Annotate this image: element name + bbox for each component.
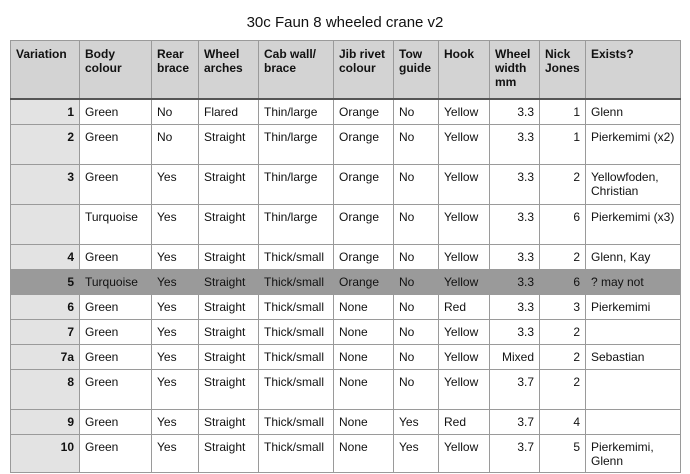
table-row [11,370,681,410]
table-row [11,270,681,295]
table-row [11,295,681,320]
cell-rear-brace: No [152,125,199,165]
cell-tow-guide: No [394,295,439,320]
cell-rear-brace: Yes [152,205,199,245]
table-row [11,245,681,270]
cell-tow-guide: Yes [394,410,439,435]
cell-exists: Yellowfoden, Christian [586,165,681,205]
cell-rear-brace: Yes [152,245,199,270]
cell-hook: Yellow [439,205,490,245]
cell-nick-jones: 1 [540,125,586,165]
cell-hook: Yellow [439,270,490,295]
cell-rear-brace: Yes [152,270,199,295]
cell-jib-rivet-colour: Orange [334,245,394,270]
cell-cab-wall-brace: Thin/large [259,125,334,165]
cell-nick-jones: 2 [540,345,586,370]
cell-jib-rivet-colour: None [334,370,394,410]
cell-nick-jones: 3 [540,295,586,320]
cell-variation: 6 [11,295,80,320]
cell-rear-brace: Yes [152,320,199,345]
cell-variation: 9 [11,410,80,435]
cell-exists: Pierkemimi (x2) [586,125,681,165]
cell-nick-jones: 2 [540,245,586,270]
cell-hook: Yellow [439,125,490,165]
cell-tow-guide: No [394,245,439,270]
header-cab-wall-brace: Cab wall/ brace [259,41,334,100]
cell-variation: 5 [11,270,80,295]
cell-wheel-width: 3.3 [490,270,540,295]
cell-body-colour: Green [80,99,152,125]
cell-cab-wall-brace: Thin/large [259,165,334,205]
cell-variation [11,205,80,245]
table-row [11,435,681,473]
cell-exists: Pierkemimi, Glenn [586,435,681,473]
cell-body-colour: Green [80,125,152,165]
cell-body-colour: Green [80,295,152,320]
cell-cab-wall-brace: Thick/small [259,320,334,345]
cell-jib-rivet-colour: Orange [334,99,394,125]
cell-body-colour: Green [80,165,152,205]
cell-nick-jones: 1 [540,99,586,125]
cell-exists: Sebastian [586,345,681,370]
header-variation: Variation [11,41,80,100]
cell-exists: Pierkemimi (x3) [586,205,681,245]
cell-body-colour: Green [80,370,152,410]
cell-wheel-width: 3.3 [490,245,540,270]
table-body [11,99,681,473]
cell-jib-rivet-colour: None [334,320,394,345]
cell-tow-guide: No [394,99,439,125]
cell-wheel-arches: Straight [199,435,259,473]
cell-variation: 8 [11,370,80,410]
cell-body-colour: Green [80,245,152,270]
header-row [11,41,681,100]
header-wheel-width: Wheel width mm [490,41,540,100]
cell-tow-guide: No [394,345,439,370]
header-body-colour: Body colour [80,41,152,100]
cell-exists [586,410,681,435]
cell-cab-wall-brace: Thick/small [259,270,334,295]
cell-nick-jones: 6 [540,270,586,295]
cell-exists [586,320,681,345]
cell-body-colour: Green [80,435,152,473]
cell-wheel-arches: Straight [199,245,259,270]
cell-wheel-arches: Straight [199,345,259,370]
cell-jib-rivet-colour: Orange [334,205,394,245]
cell-rear-brace: Yes [152,165,199,205]
cell-jib-rivet-colour: Orange [334,165,394,205]
cell-hook: Yellow [439,370,490,410]
cell-cab-wall-brace: Thick/small [259,245,334,270]
cell-wheel-arches: Straight [199,410,259,435]
cell-exists: Glenn [586,99,681,125]
cell-jib-rivet-colour: Orange [334,125,394,165]
cell-exists [586,370,681,410]
cell-hook: Yellow [439,165,490,205]
cell-wheel-arches: Straight [199,125,259,165]
variations-table [10,40,681,473]
cell-variation: 1 [11,99,80,125]
table-row [11,205,681,245]
cell-jib-rivet-colour: Orange [334,270,394,295]
cell-wheel-arches: Flared [199,99,259,125]
cell-wheel-arches: Straight [199,295,259,320]
cell-exists: Glenn, Kay [586,245,681,270]
cell-rear-brace: Yes [152,370,199,410]
table-row [11,320,681,345]
cell-cab-wall-brace: Thin/large [259,205,334,245]
cell-jib-rivet-colour: None [334,435,394,473]
cell-hook: Red [439,410,490,435]
page-title: 30c Faun 8 wheeled crane v2 [246,14,444,31]
cell-wheel-width: 3.7 [490,435,540,473]
cell-wheel-width: 3.3 [490,99,540,125]
header-nick-jones: Nick Jones [540,41,586,100]
cell-jib-rivet-colour: None [334,410,394,435]
cell-variation: 7 [11,320,80,345]
cell-wheel-arches: Straight [199,165,259,205]
header-jib-rivet-colour: Jib rivet colour [334,41,394,100]
cell-wheel-width: 3.7 [490,370,540,410]
header-rear-brace: Rear brace [152,41,199,100]
cell-nick-jones: 4 [540,410,586,435]
header-wheel-arches: Wheel arches [199,41,259,100]
cell-variation: 10 [11,435,80,473]
cell-wheel-width: 3.3 [490,125,540,165]
cell-body-colour: Green [80,345,152,370]
cell-hook: Red [439,295,490,320]
cell-rear-brace: Yes [152,295,199,320]
cell-cab-wall-brace: Thick/small [259,435,334,473]
cell-body-colour: Green [80,410,152,435]
table-row [11,345,681,370]
cell-body-colour: Green [80,320,152,345]
cell-jib-rivet-colour: None [334,345,394,370]
cell-cab-wall-brace: Thin/large [259,99,334,125]
cell-rear-brace: Yes [152,345,199,370]
cell-wheel-arches: Straight [199,370,259,410]
table-row [11,99,681,125]
cell-exists: Pierkemimi [586,295,681,320]
cell-wheel-width: 3.3 [490,295,540,320]
cell-hook: Yellow [439,345,490,370]
cell-tow-guide: No [394,370,439,410]
cell-tow-guide: No [394,320,439,345]
cell-wheel-arches: Straight [199,320,259,345]
cell-cab-wall-brace: Thick/small [259,345,334,370]
cell-variation: 7a [11,345,80,370]
cell-hook: Yellow [439,320,490,345]
cell-wheel-width: 3.3 [490,165,540,205]
cell-cab-wall-brace: Thick/small [259,295,334,320]
cell-body-colour: Turquoise [80,205,152,245]
cell-nick-jones: 5 [540,435,586,473]
cell-tow-guide: No [394,205,439,245]
cell-variation: 4 [11,245,80,270]
cell-wheel-arches: Straight [199,205,259,245]
cell-cab-wall-brace: Thick/small [259,370,334,410]
cell-rear-brace: Yes [152,410,199,435]
table-row [11,410,681,435]
cell-nick-jones: 2 [540,165,586,205]
cell-tow-guide: No [394,165,439,205]
table-row [11,125,681,165]
cell-exists: ? may not [586,270,681,295]
cell-nick-jones: 2 [540,320,586,345]
cell-hook: Yellow [439,245,490,270]
cell-wheel-width: Mixed [490,345,540,370]
cell-wheel-width: 3.3 [490,320,540,345]
cell-nick-jones: 6 [540,205,586,245]
cell-wheel-arches: Straight [199,270,259,295]
cell-hook: Yellow [439,435,490,473]
cell-hook: Yellow [439,99,490,125]
cell-nick-jones: 2 [540,370,586,410]
cell-cab-wall-brace: Thick/small [259,410,334,435]
cell-jib-rivet-colour: None [334,295,394,320]
cell-tow-guide: No [394,125,439,165]
table-row [11,165,681,205]
header-hook: Hook [439,41,490,100]
cell-tow-guide: Yes [394,435,439,473]
cell-body-colour: Turquoise [80,270,152,295]
cell-rear-brace: Yes [152,435,199,473]
header-exists: Exists? [586,41,681,100]
header-tow-guide: Tow guide [394,41,439,100]
cell-rear-brace: No [152,99,199,125]
cell-variation: 3 [11,165,80,205]
cell-wheel-width: 3.3 [490,205,540,245]
cell-tow-guide: No [394,270,439,295]
cell-variation: 2 [11,125,80,165]
cell-wheel-width: 3.7 [490,410,540,435]
